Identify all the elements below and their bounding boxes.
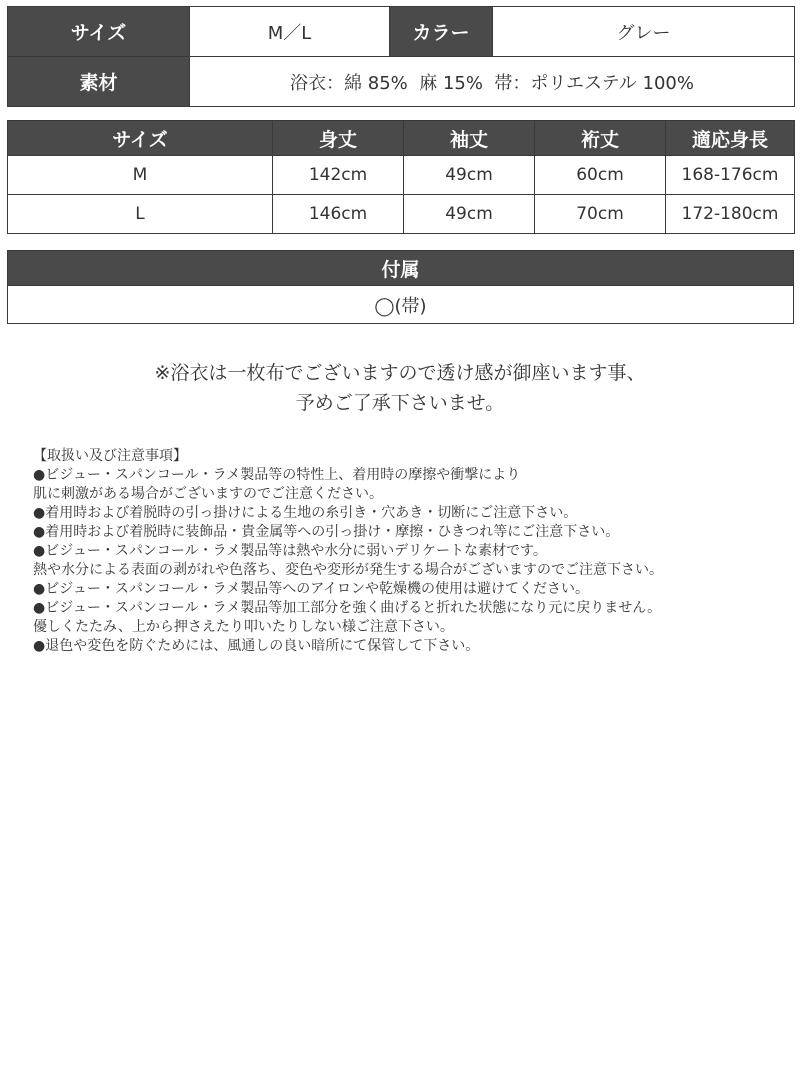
- care-title: 【取扱い及び注意事項】: [33, 448, 187, 464]
- care-line: 優しくたたみ、上から押さえたり叩いたりしない様ご注意下さい。: [33, 619, 454, 635]
- size-chart: [7, 120, 795, 234]
- care-instructions: [33, 447, 793, 656]
- color-value: グレー: [493, 7, 795, 57]
- care-line: ●着用時および着脱時に装飾品・貴金属等への引っ掛け・摩擦・ひきつれ等にご注意下さい。: [33, 524, 620, 540]
- material-value: 浴衣：綿 85% 麻 15% 帯：ポリエステル 100%: [190, 57, 795, 107]
- row-size: M: [8, 156, 273, 195]
- care-line: ●ビジュー・スパンコール・ラメ製品等は熱や水分に弱いデリケートな素材です。: [33, 543, 547, 559]
- table-row: [8, 156, 795, 195]
- row-length: 142cm: [273, 156, 404, 195]
- header-sleeve-length: 袖丈: [404, 121, 535, 156]
- care-line: ●退色や変色を防ぐためには、風通しの良い暗所にて保管して下さい。: [33, 638, 480, 654]
- row-height: 168-176cm: [666, 156, 795, 195]
- row-yuki-length: 60cm: [535, 156, 666, 195]
- size-label: サイズ: [8, 7, 190, 57]
- row-sleeve-length: 49cm: [404, 156, 535, 195]
- care-line: ●ビジュー・スパンコール・ラメ製品等の特性上、着用時の摩擦や衝撃により: [33, 467, 521, 483]
- header-yuki-length: 裄丈: [535, 121, 666, 156]
- care-line: ●着用時および着脱時の引っ掛けによる生地の糸引き・穴あき・切断にご注意下さい。: [33, 505, 578, 521]
- accessory-header: 付属: [8, 251, 794, 286]
- spec-table: [7, 6, 795, 107]
- sheerness-note: [0, 358, 800, 418]
- header-size: サイズ: [8, 121, 273, 156]
- care-line: ●ビジュー・スパンコール・ラメ製品等加工部分を強く曲げると折れた状態になり元に戻りません。: [33, 600, 662, 616]
- note-line: 予めご了承下さいませ。: [295, 392, 505, 414]
- care-line: ●ビジュー・スパンコール・ラメ製品等へのアイロンや乾燥機の使用は避けてください。: [33, 581, 589, 597]
- color-label: カラー: [390, 7, 493, 57]
- care-line: 肌に刺激がある場合がございますのでご注意ください。: [33, 486, 383, 502]
- table-row: [8, 195, 795, 234]
- row-size: L: [8, 195, 273, 234]
- row-sleeve-length: 49cm: [404, 195, 535, 234]
- note-line: ※浴衣は一枚布でございますので透け感が御座います事、: [154, 362, 646, 384]
- row-length: 146cm: [273, 195, 404, 234]
- header-length: 身丈: [273, 121, 404, 156]
- row-height: 172-180cm: [666, 195, 795, 234]
- material-label: 素材: [8, 57, 190, 107]
- header-height: 適応身長: [666, 121, 795, 156]
- accessory-table: [7, 250, 794, 324]
- size-value: M／L: [190, 7, 390, 57]
- row-yuki-length: 70cm: [535, 195, 666, 234]
- size-chart-header: [8, 121, 795, 156]
- accessory-value: ◯(帯): [8, 286, 794, 324]
- care-line: 熱や水分による表面の剥がれや色落ち、変色や変形が発生する場合がございますのでご注意下さい。: [33, 562, 663, 578]
